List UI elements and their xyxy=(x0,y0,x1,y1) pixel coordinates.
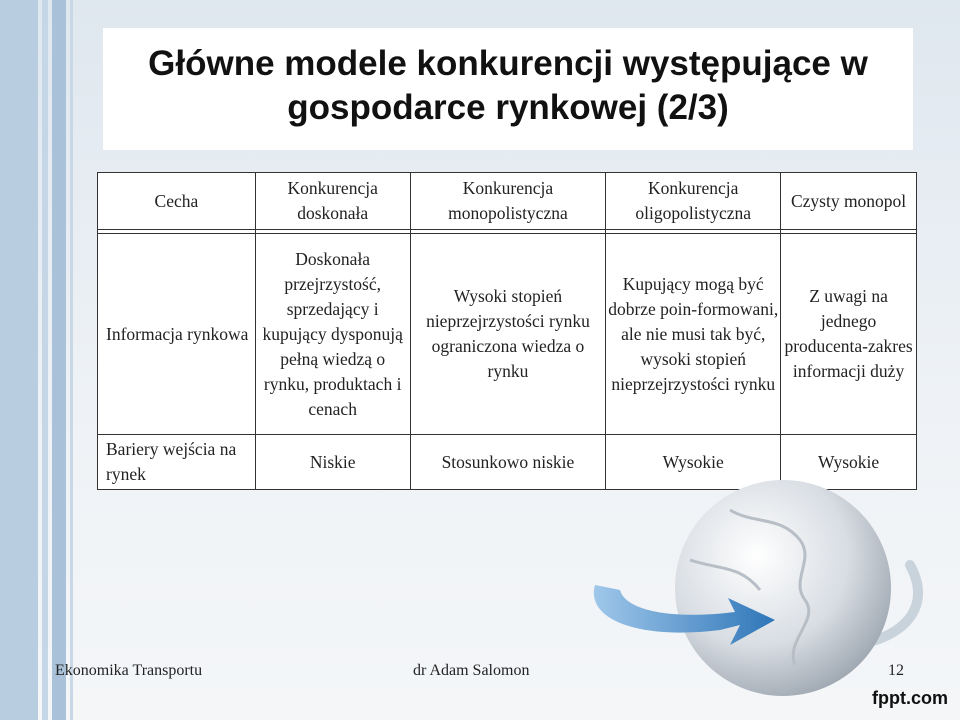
decor-stripe xyxy=(42,0,48,720)
footer-author: dr Adam Salomon xyxy=(413,662,530,679)
table-cell: Wysokie xyxy=(781,435,917,490)
page-number: 12 xyxy=(888,662,904,679)
table-cell: Stosunkowo niskie xyxy=(410,435,606,490)
decor-stripe xyxy=(52,0,66,720)
header-oligopolistic: Konkurencja oligopolistyczna xyxy=(606,173,781,230)
brand-label: fppt.com xyxy=(872,688,948,708)
header-perfect: Konkurencja doskonała xyxy=(255,173,410,230)
comparison-table xyxy=(97,172,917,490)
slide-title: Główne modele konkurencji występujące w gospodarce rynkowej (2/3) xyxy=(148,44,868,127)
row-feature: Bariery wejścia na rynek xyxy=(98,435,256,490)
table-cell: Wysokie xyxy=(606,435,781,490)
table-cell: Niskie xyxy=(255,435,410,490)
table-cell: Kupujący mogą być dobrze poin-formowani, ale nie musi tak być, wysoki stopień nieprzejrzystości rynku xyxy=(606,234,781,435)
header-monopolistic: Konkurencja monopolistyczna xyxy=(410,173,606,230)
table-cell: Doskonała przejrzystość, sprzedający i kupujący dysponują pełną wiedzą o rynku, produktach i cenach xyxy=(255,234,410,435)
footer-course: Ekonomika Transportu xyxy=(55,662,203,679)
table-cell: Z uwagi na jednego producenta-zakres informacji duży xyxy=(781,234,917,435)
table-cell: Wysoki stopień nieprzejrzystości rynku ograniczona wiedza o rynku xyxy=(410,234,606,435)
decor-stripe xyxy=(0,0,38,720)
header-feature: Cecha xyxy=(98,173,256,230)
header-monopoly: Czysty monopol xyxy=(781,173,917,230)
row-feature: Informacja rynkowa xyxy=(98,234,256,435)
decor-stripe xyxy=(70,0,73,720)
title-box xyxy=(103,28,913,150)
